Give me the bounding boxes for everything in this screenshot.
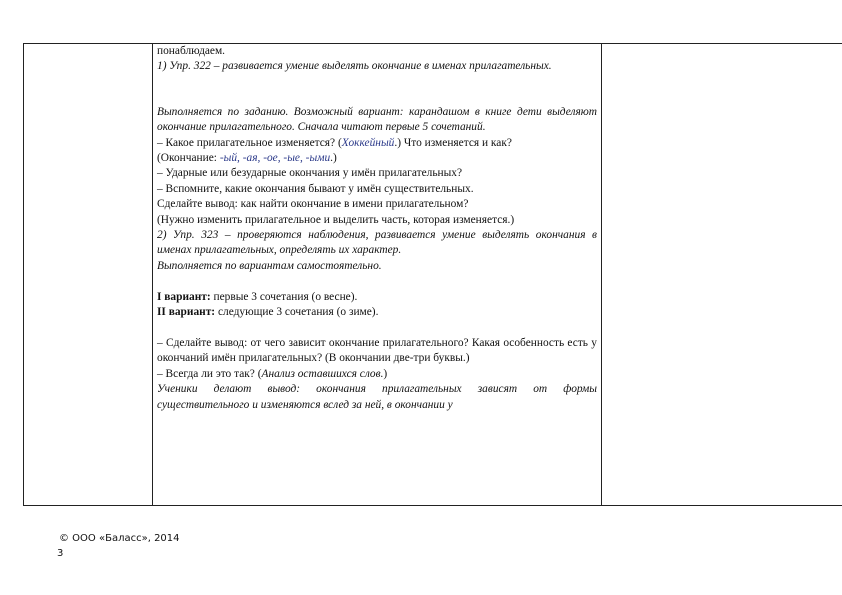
lesson-content-cell	[157, 44, 597, 412]
students-conclusion: Ученики делают вывод: окончания прилагательных зависят от формы существительного и изменяются вслед за ней, в окончании у	[157, 383, 597, 411]
exercise-322-instruction: Выполняется по заданию. Возможный вариант: карандашом в книге дети выделяют окончание прилагательного. Сначала читают первые 5 сочетаний.	[157, 105, 597, 134]
exercise-322: 1) Упр. 322 – развивается умение выделять окончание в именах прилагательных.	[157, 60, 552, 73]
answer-line: (Нужно изменить прилагательное и выделить часть, которая изменяется.)	[157, 213, 515, 226]
page-number: 3	[57, 548, 64, 559]
exercise-323-instruction: Выполняется по вариантам самостоятельно.	[157, 259, 382, 272]
conclusion-line: Сделайте вывод: как найти окончание в имени прилагательном?	[157, 198, 469, 211]
column-divider-1	[152, 44, 153, 505]
lesson-table	[23, 43, 842, 506]
variant-2: II вариант: следующие 3 сочетания (о зиме).	[157, 306, 379, 319]
question-line: – Вспомните, какие окончания бывают у имён существительных.	[157, 182, 474, 195]
question-line: – Какое прилагательное изменяется? (Хоккейный.) Что изменяется и как?	[157, 136, 512, 149]
conclusion-question: – Сделайте вывод: от чего зависит окончание прилагательного? Какая особенность есть у окончаний имён прилагательных? (В окончании две-три буквы.)	[157, 336, 597, 365]
question-line: – Ударные или безударные окончания у имён прилагательных?	[157, 167, 463, 180]
question-line: – Всегда ли это так? (Анализ оставшихся слов.)	[157, 367, 388, 380]
exercise-323: 2) Упр. 323 – проверяются наблюдения, развивается умение выделять окончания в именах прилагательных, определять их характер.	[157, 229, 598, 257]
endings-line: (Окончание: -ый, -ая, -ое, -ые, -ыми.)	[157, 152, 337, 165]
table-left-border	[23, 44, 24, 505]
text-line: понаблюдаем.	[157, 45, 226, 57]
column-divider-2	[601, 44, 602, 505]
copyright-footer: © ООО «Баласс», 2014	[59, 533, 180, 544]
variant-1: I вариант: первые 3 сочетания (о весне).	[157, 290, 358, 303]
